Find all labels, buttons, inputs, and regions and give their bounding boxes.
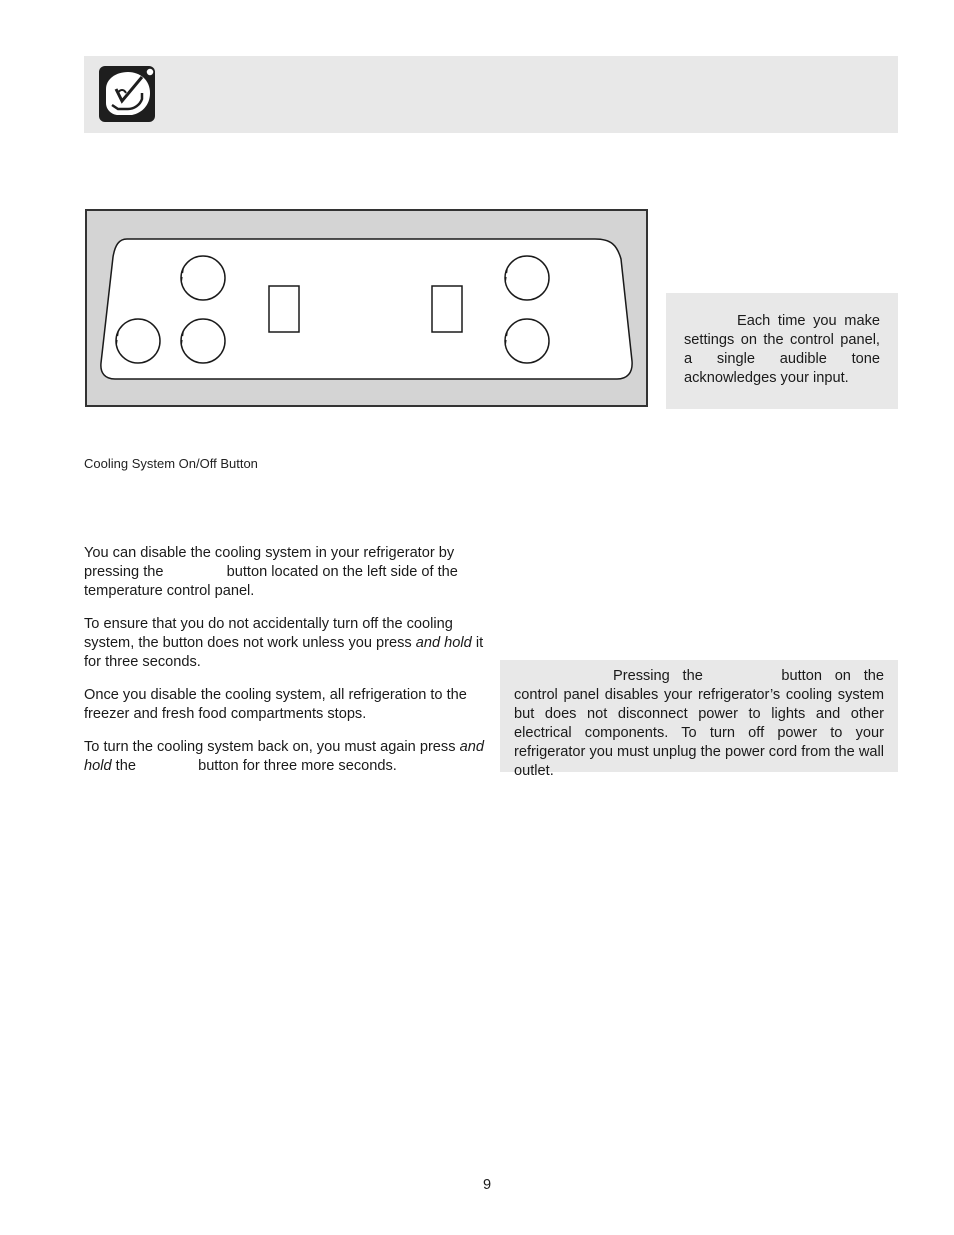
warning-box bbox=[500, 660, 898, 779]
paragraph-4-a: To turn the cooling system back on, you must again press bbox=[84, 739, 456, 755]
control-panel-illustration bbox=[85, 209, 648, 407]
header-band bbox=[84, 56, 898, 133]
paragraph-1 bbox=[84, 544, 484, 601]
freezer-temperature-display bbox=[269, 286, 299, 332]
warning-text bbox=[514, 667, 884, 781]
control-panel-outline bbox=[101, 239, 632, 379]
paragraph-2-b: it for three seconds. bbox=[84, 635, 484, 670]
paragraph-4-c: button for three more seconds. bbox=[198, 758, 397, 774]
paragraph-1-a: You can disable the cooling system in your refrigerator by pressing the bbox=[84, 545, 455, 580]
paragraph-4-emphasis: and hold bbox=[84, 739, 484, 774]
figure-caption: Cooling System On/Off Button bbox=[84, 456, 258, 471]
body-text bbox=[84, 544, 484, 790]
fresh-food-temperature-display bbox=[432, 286, 462, 332]
warning-text-a: Pressing the bbox=[613, 668, 703, 684]
paragraph-3: Once you disable the cooling system, all refrigeration to the freezer and fresh food compartments stops. bbox=[84, 687, 467, 722]
paragraph-2 bbox=[84, 615, 484, 672]
tip-box bbox=[666, 293, 898, 409]
paragraph-4 bbox=[84, 738, 484, 776]
page-number: 9 bbox=[482, 1177, 492, 1193]
tip-text: Each time you make settings on the control panel, a single audible tone acknowledges your input. bbox=[684, 313, 880, 386]
paragraph-2-a: To ensure that you do not accidentally turn off the cooling system, the button does not work unless you press bbox=[84, 616, 453, 651]
paragraph-4-b: the bbox=[115, 758, 136, 774]
paragraph-1-b: button located on the left side of the temperature control panel. bbox=[84, 564, 458, 599]
panel-button-bottom-left bbox=[181, 319, 225, 363]
hand-checkmark-icon bbox=[98, 65, 156, 123]
panel-button-bottom-right bbox=[505, 319, 549, 363]
paragraph-2-emphasis: and hold bbox=[415, 635, 472, 651]
panel-button-top-right bbox=[505, 256, 549, 300]
panel-button-top-left bbox=[181, 256, 225, 300]
warning-text-b: button on the control panel disables your refrigerator’s cooling system but does not disconnect power to lights and other electrical components. To turn off power to your refrigerator you must unplug the power cord from the wall outlet. bbox=[514, 668, 884, 779]
panel-button-cooling-on-off bbox=[116, 319, 160, 363]
